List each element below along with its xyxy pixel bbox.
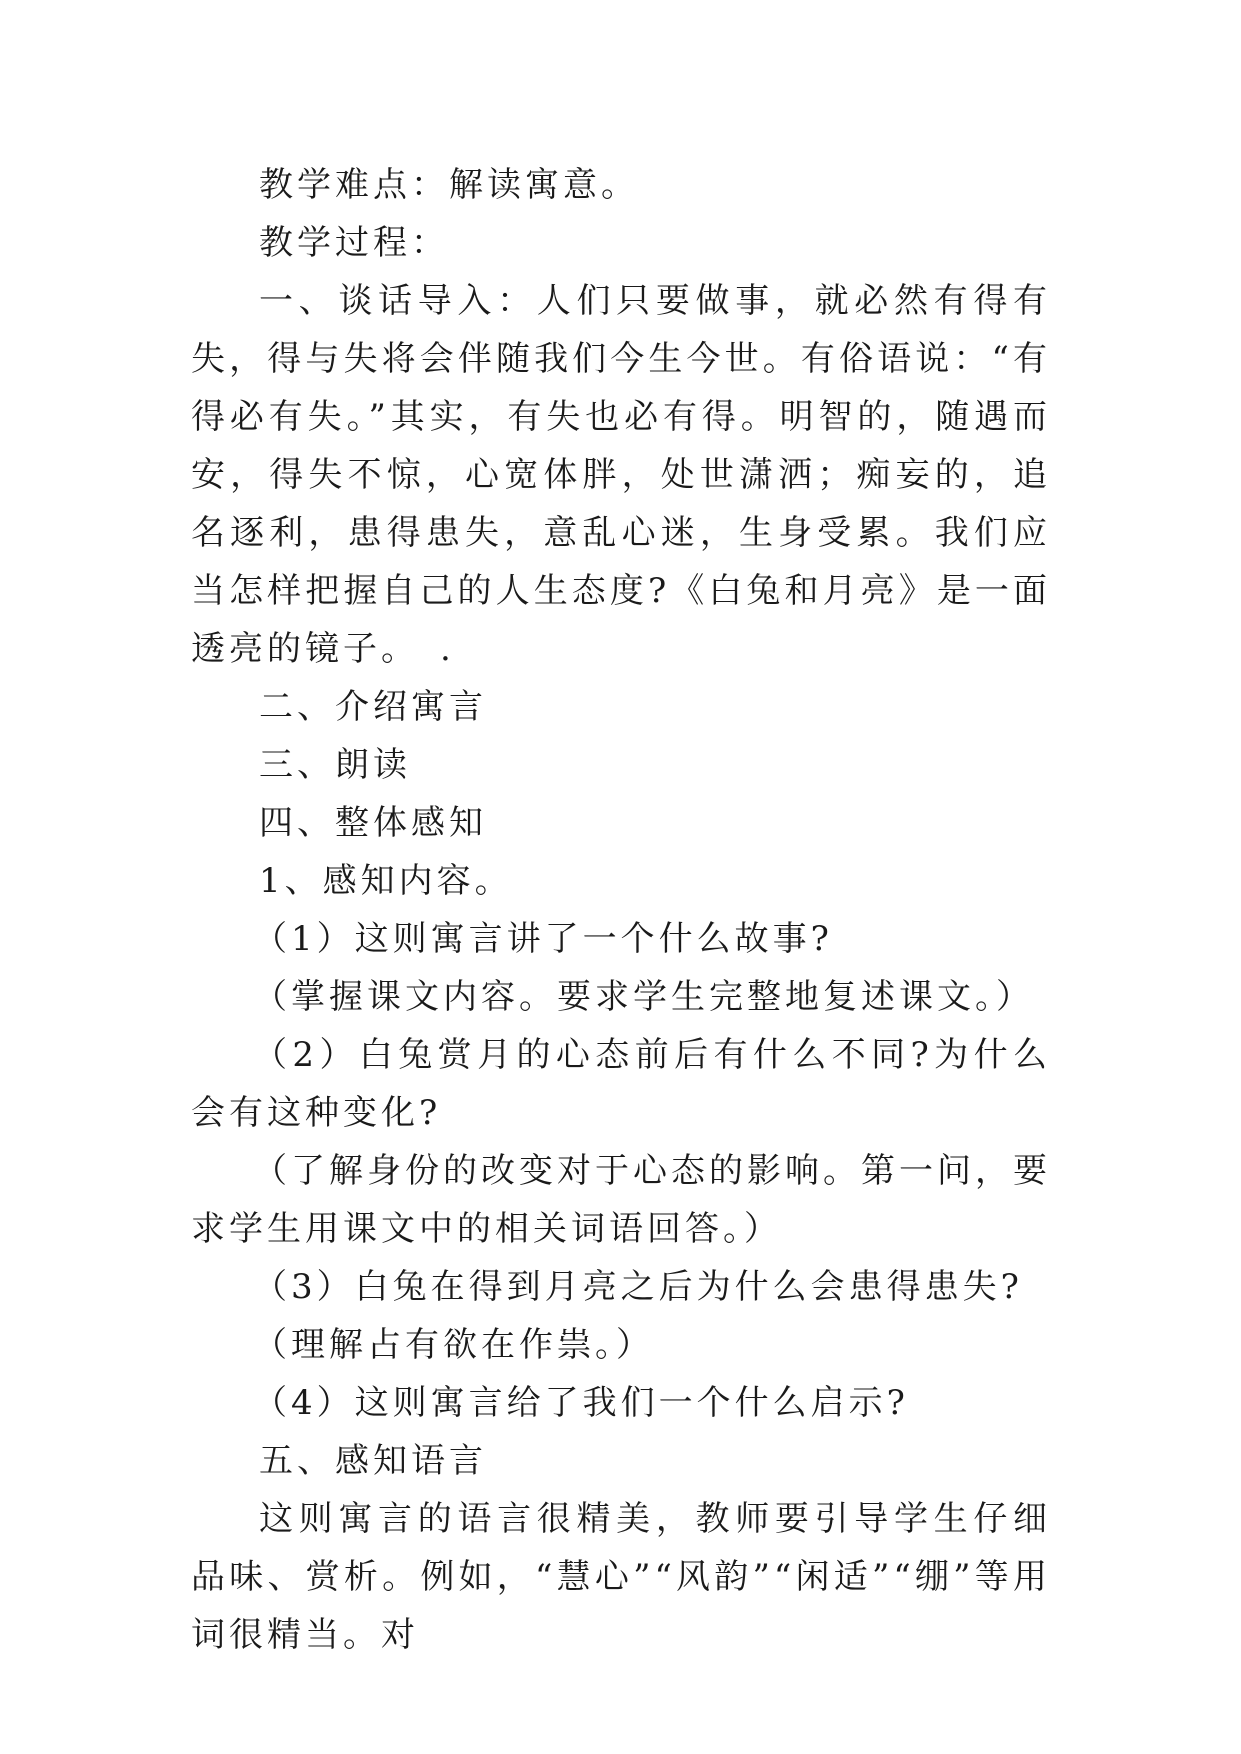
paragraph-teaching-process: 教学过程：	[259, 223, 449, 263]
paragraph-item-1: 1、感知内容。	[259, 861, 513, 901]
paragraph-teaching-difficulty: 教学难点：解读寓意。	[259, 165, 639, 205]
paragraph-question-2: （2）白兔赏月的心态前后有什么不同?为什么会有这种变化?	[191, 1035, 1051, 1133]
paragraph-question-3: （3）白兔在得到月亮之后为什么会患得患失?	[253, 1267, 1023, 1307]
paragraph-section-1-intro: 一、谈话导入：人们只要做事，就必然有得有失，得与失将会伴随我们今生今世。有俗语说：“有得必有失。”其实，有失也必有得。明智的，随遇而安，得失不惊，心宽体胖，处世潇洒；痴妄的，追名逐利，患得患失，意乱心迷，生身受累。我们应当怎样把握自己的人生态度?《白兔和月亮》是一面透亮的镜子。 .	[191, 281, 1051, 669]
paragraph-language-analysis: 这则寓言的语言很精美，教师要引导学生仔细品味、赏析。例如，“慧心”“风韵”“闲适”“绷”等用词很精当。对	[191, 1499, 1051, 1655]
paragraph-note-1: （掌握课文内容。要求学生完整地复述课文。）	[253, 977, 1034, 1017]
paragraph-note-3: （理解占有欲在作祟。）	[253, 1325, 654, 1365]
paragraph-section-5: 五、感知语言	[259, 1441, 487, 1481]
paragraph-question-4: （4）这则寓言给了我们一个什么启示?	[253, 1383, 909, 1423]
paragraph-section-2: 二、介绍寓言	[259, 687, 487, 727]
paragraph-section-4: 四、整体感知	[259, 803, 487, 843]
paragraph-section-3: 三、朗读	[259, 745, 411, 785]
document-body	[191, 156, 1051, 1664]
paragraph-question-1: （1）这则寓言讲了一个什么故事?	[253, 919, 833, 959]
paragraph-note-2: （了解身份的改变对于心态的影响。第一问，要求学生用课文中的相关词语回答。）	[191, 1151, 1051, 1249]
